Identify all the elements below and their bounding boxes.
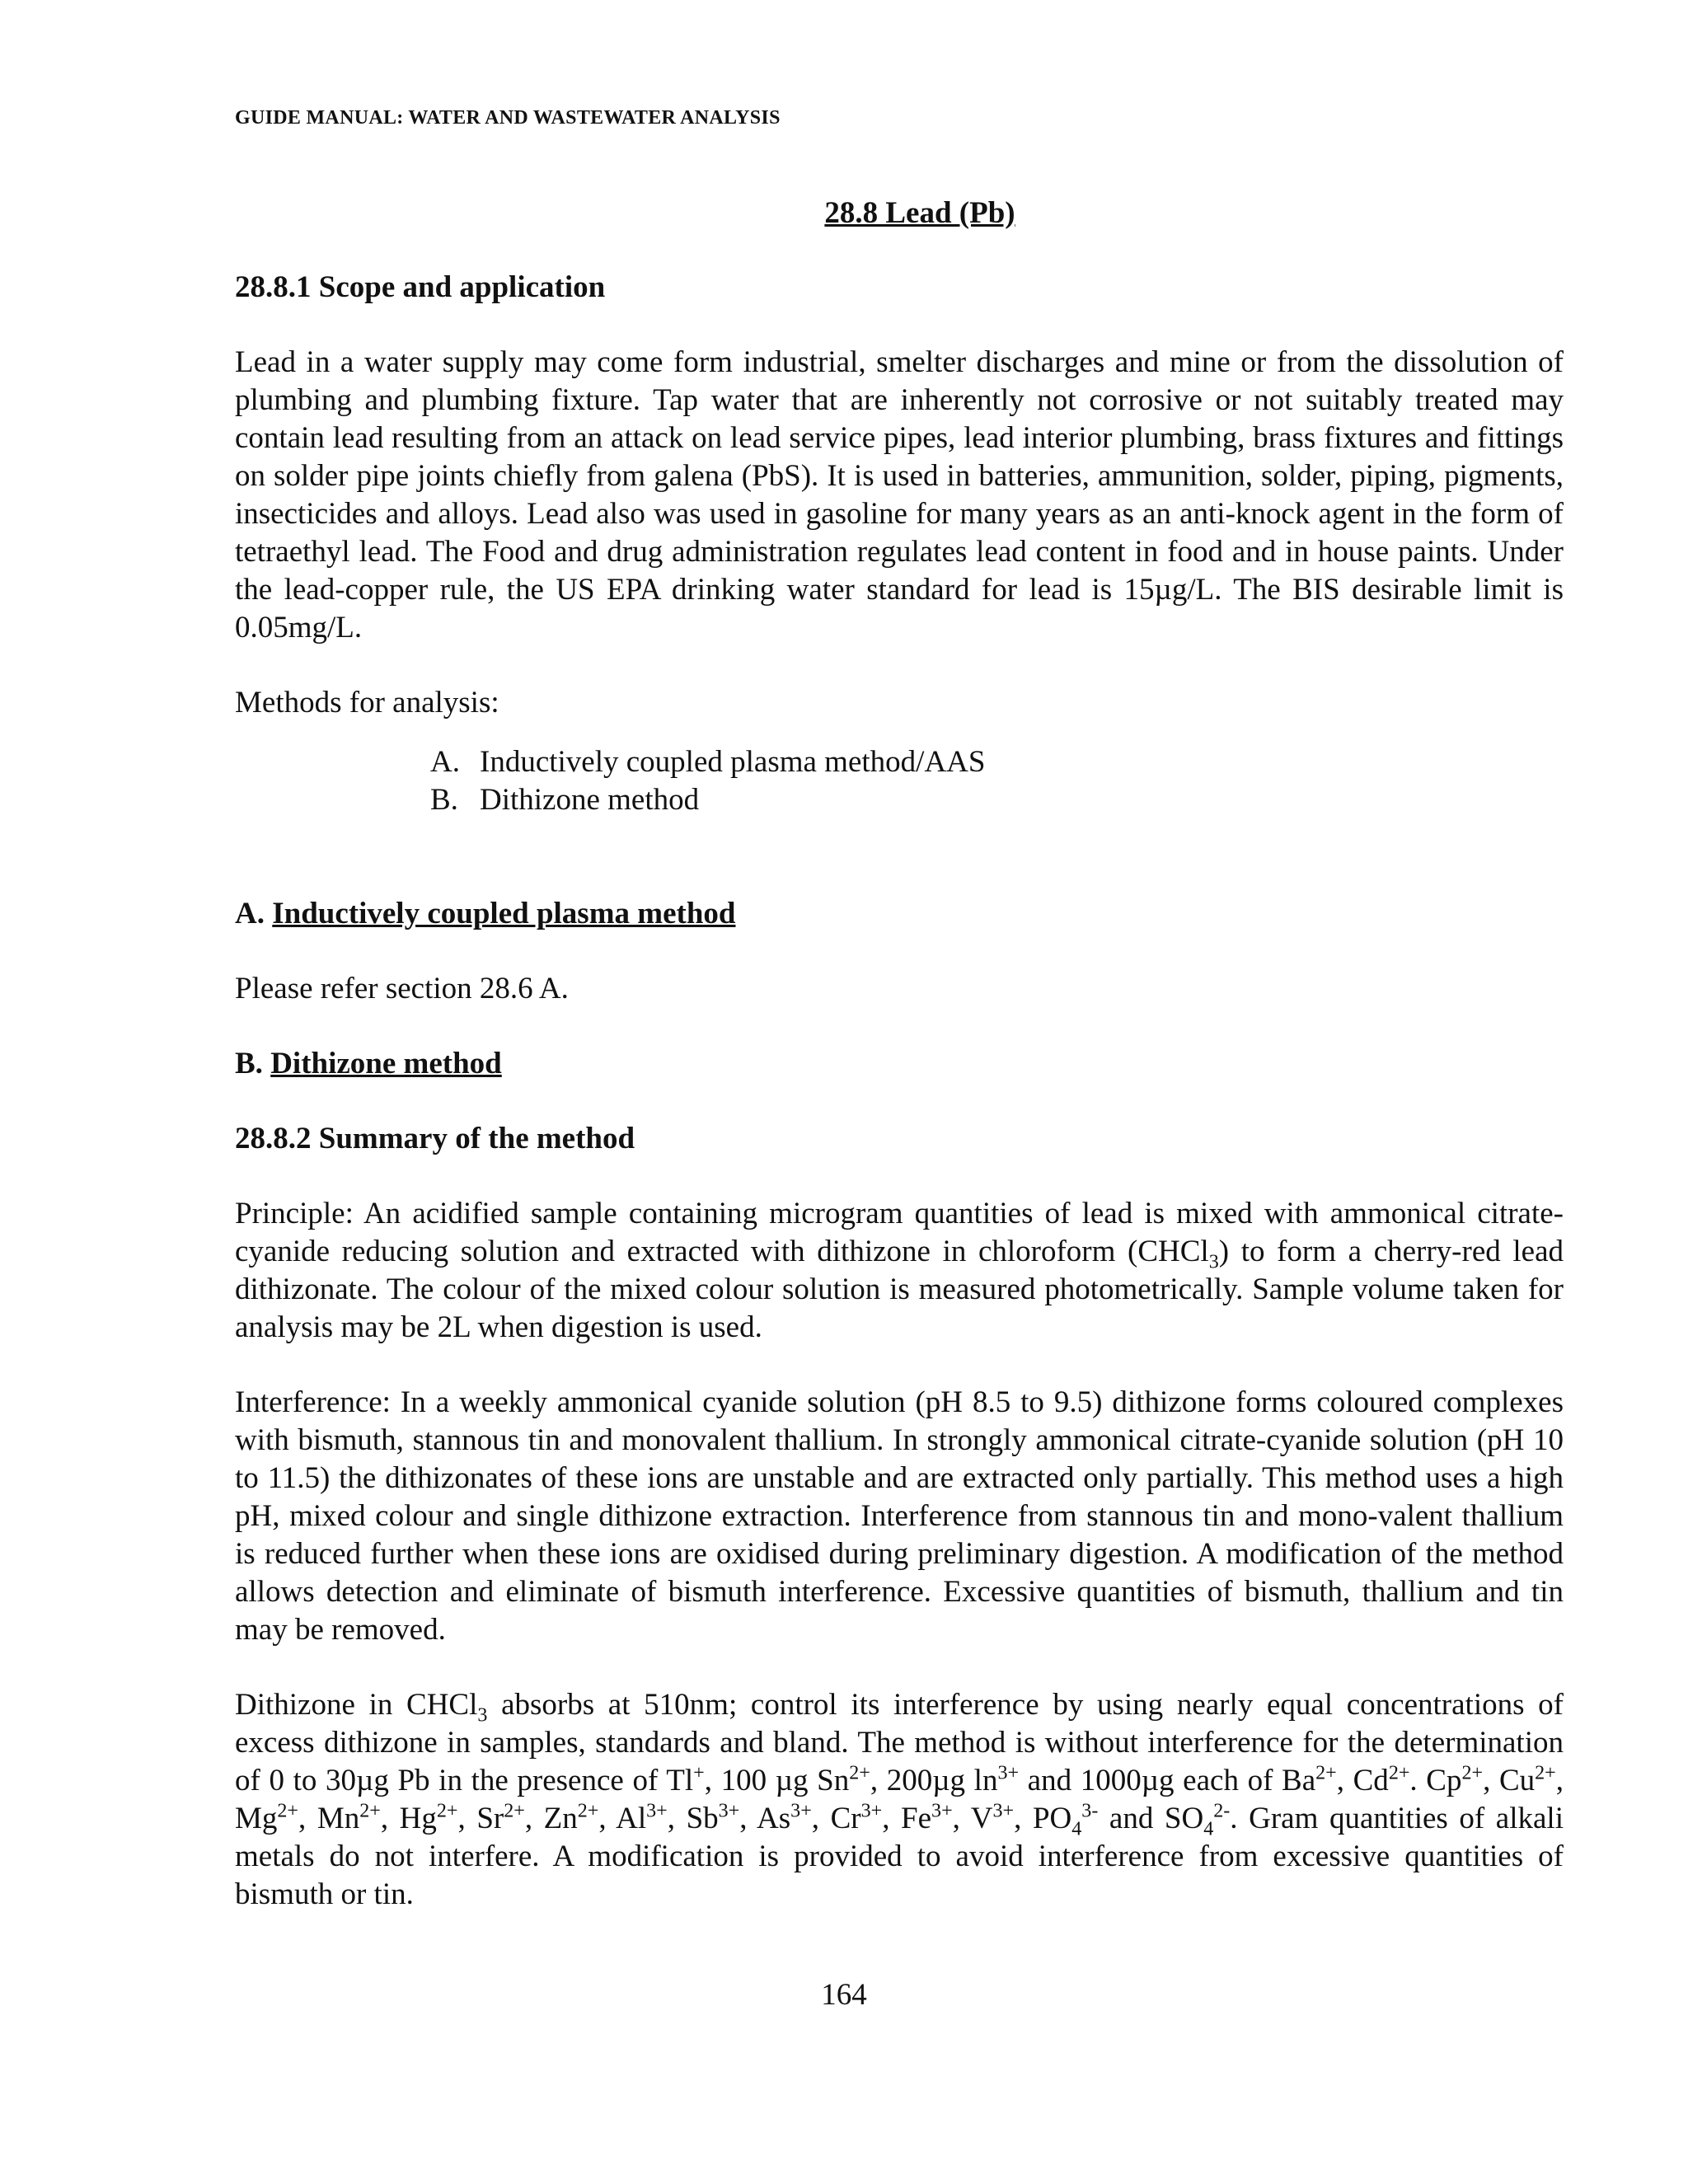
dithizone-text: . Cp [1409, 1764, 1462, 1797]
dithizone-superscript: 2+ [849, 1762, 870, 1784]
dithizone-text: , Sb [667, 1802, 719, 1835]
dithizone-text: absorbs at 510nm; control its interference by using nearly equal concentrations of excess dithizone in samples, standards and bland. The method is without interference for the determination of 0 to 30µg Pb in the presence of Tl [235, 1688, 1564, 1797]
dithizone-text: and 1000µg each of Ba [1019, 1764, 1316, 1797]
dithizone-superscript: 2+ [1315, 1762, 1337, 1784]
dithizone-superscript: 2+ [277, 1800, 298, 1822]
dithizone-superscript: 3+ [997, 1762, 1020, 1784]
dithizone-superscript: 2+ [1461, 1762, 1484, 1784]
dithizone-superscript: 2+ [504, 1800, 525, 1822]
method-b-heading [235, 1045, 1564, 1083]
page-content [235, 194, 1564, 1951]
method-a-heading [235, 895, 1564, 933]
dithizone-superscript: 3+ [860, 1800, 883, 1822]
scope-paragraph: Lead in a water supply may come form industrial, smelter discharges and mine or from the dissolution of plumbing and plumbing fixture. Tap water that are inherently not corrosive or not suitably treated may contain lead resulting from an attack on lead service pipes, lead interior plumbing, brass fixtures and fittings on solder pipe joints chiefly from galena (PbS). It is used in batteries, ammunition, solder, piping, pigments, insecticides and alloys. Lead also was used in gasoline for many years as an anti-knock agent in the form of tetraethyl lead. The Food and drug administration regulates lead content in food and in house paints. Under the lead-copper rule, the US EPA drinking water standard for lead is 15µg/L. The BIS desirable limit is 0.05mg/L. [235, 345, 1564, 644]
dithizone-superscript: 2+ [577, 1800, 599, 1822]
dithizone-paragraph [235, 1686, 1564, 1914]
method-b-letter: B. [235, 1047, 263, 1080]
interference-paragraph: Interference: In a weekly ammonical cyanide solution (pH 8.5 to 9.5) dithizone forms coloured complexes with bismuth, stannous tin and monovalent thallium. In strongly ammonical citrate-cyanide solution (pH 10 to 11.5) the dithizonates of these ions are unstable and are extracted only partially. This method uses a high pH, mixed colour and single dithizone extraction. Interference from stannous tin and mono-valent thallium is reduced further when these ions are oxidised during preliminary digestion. A modification of the method allows detection and eliminate of bismuth interference. Excessive quantities of bismuth, thallium and tin may be removed. [235, 1385, 1564, 1647]
dithizone-text: , Cd [1336, 1764, 1389, 1797]
principle-text-2: ) to form a cherry-red lead dithizonate. The colour of the mixed colour solution is measured photometrically. Sample volume taken for analysis may be 2L when digestion is used. [235, 1235, 1564, 1344]
dithizone-text: , 100 µg Sn [704, 1764, 850, 1797]
dithizone-superscript: 2- [1213, 1800, 1231, 1822]
methods-list [235, 743, 1564, 819]
dithizone-text: . Gram quantities of alkali metals do not interfere. A modification is provided to avoid interference from excessive quantities of bismuth or tin. [235, 1802, 1564, 1911]
dithizone-text: , Sr [457, 1802, 504, 1835]
dithizone-superscript: 3+ [718, 1800, 740, 1822]
dithizone-superscript: 2+ [1535, 1762, 1556, 1784]
scope-heading: 28.8.1 Scope and application [235, 270, 606, 304]
section-title: 28.8 Lead (Pb) [824, 196, 1015, 230]
list-item [430, 781, 1564, 819]
list-item-text: Dithizone method [480, 783, 700, 817]
dithizone-text: , PO [1014, 1802, 1072, 1835]
dithizone-subscript: 4 [1071, 1818, 1082, 1840]
dithizone-text: , Al [598, 1802, 647, 1835]
dithizone-superscript: 3+ [790, 1800, 812, 1822]
dithizone-superscript: 2+ [1388, 1762, 1410, 1784]
method-b-title: Dithizone method [270, 1047, 502, 1080]
list-item-text: Inductively coupled plasma method/AAS [480, 745, 986, 779]
dithizone-text: , Hg [380, 1802, 437, 1835]
principle-subscript: 3 [1208, 1251, 1219, 1273]
dithizone-text: , Fe [882, 1802, 932, 1835]
dithizone-superscript: 2+ [359, 1800, 381, 1822]
dithizone-text: , Mn [298, 1802, 360, 1835]
dithizone-text: , As [739, 1802, 791, 1835]
page-number: 164 [821, 1978, 867, 2012]
list-item [430, 743, 1564, 781]
dithizone-text: and SO [1098, 1802, 1204, 1835]
dithizone-superscript: 3+ [992, 1800, 1015, 1822]
running-header: GUIDE MANUAL: WATER AND WASTEWATER ANALYSIS [235, 107, 781, 129]
dithizone-text: Dithizone in CHCl [235, 1688, 478, 1722]
dithizone-superscript: + [693, 1762, 705, 1784]
dithizone-text: , Cu [1483, 1764, 1536, 1797]
principle-paragraph [235, 1195, 1564, 1347]
dithizone-text: , V [952, 1802, 993, 1835]
method-a-letter: A. [235, 897, 265, 930]
dithizone-superscript: 3+ [646, 1800, 668, 1822]
summary-heading: 28.8.2 Summary of the method [235, 1122, 635, 1155]
method-a-text: Please refer section 28.6 A. [235, 972, 569, 1005]
dithizone-subscript: 4 [1203, 1818, 1214, 1840]
dithizone-superscript: 2+ [436, 1800, 458, 1822]
methods-intro: Methods for analysis: [235, 686, 499, 719]
dithizone-subscript: 3 [477, 1704, 488, 1727]
dithizone-text: , Cr [811, 1802, 861, 1835]
dithizone-superscript: 3- [1081, 1800, 1099, 1822]
list-item-letter: B. [430, 783, 458, 817]
principle-text-1: Principle: An acidified sample containing microgram quantities of lead is mixed with ammonical citrate-cyanide reducing solution and extracted with dithizone in chloroform (CHCl [235, 1197, 1564, 1268]
dithizone-text: , 200µg ln [870, 1764, 998, 1797]
dithizone-superscript: 3+ [931, 1800, 953, 1822]
dithizone-text: , Zn [524, 1802, 578, 1835]
list-item-letter: A. [430, 745, 460, 779]
method-a-title: Inductively coupled plasma method [272, 897, 736, 930]
dithizone-text: , Mg [235, 1764, 1564, 1835]
